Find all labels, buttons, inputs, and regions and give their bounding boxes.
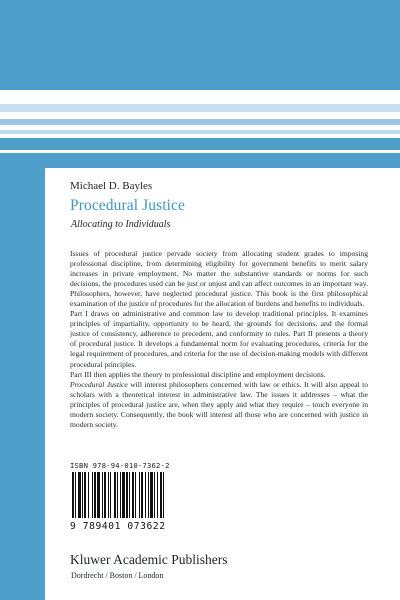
description-paragraph [70, 309, 368, 369]
publisher-places: Dordrecht / Boston / London [71, 571, 164, 580]
description-emphasis: Procedural Justice [70, 379, 128, 389]
book-description [70, 249, 368, 430]
description-text: Issues of procedural justice pervade society from allocating student grades to imposing professional discipline, from determining eligibility for government benefits to merit salary increases in private employment. No matter the substantive standards or norms for such decisions, the procedures used can be just or unjust and can affect outcomes in an important way. Philosophers, however, have neglected procedural justice. This book is the first philosophical examination of the justice of procedures for the allocation of burdens and benefits to individuals. [70, 249, 368, 309]
book-title: Procedural Justice [70, 197, 185, 214]
description-text: will interest philosophers concerned with law or ethics. It will also appeal to scholars with a theoretical interest in administrative law. The issues it addresses – what the principles of procedural justice are, when they apply and what they require – touch everyone in modern society. Consequently, the book will interest all those who are concerned with justice in modern society. [70, 379, 368, 429]
stripe-white-2 [0, 112, 400, 119]
description-text: Part I draws on administrative and common law to develop traditional principles. It examines principles of impartiality, opportunity to be heard, the grounds for decisions, and the formal justice of consistency, adherence to precedent, and conformity to rules. Part II presents a theory of procedural justice. It develops a fundamental norm for evaluating procedures, criteria for the legal requirement of procedures, and criteria for the use of decision-making models with different procedural principles. [70, 309, 368, 369]
barcode-digits: 9 789401 073622 [70, 521, 166, 532]
stripe-light-1 [0, 104, 400, 112]
book-subtitle: Allocating to Individuals [71, 219, 171, 230]
description-paragraph [70, 249, 368, 309]
description-paragraph [70, 370, 368, 380]
description-paragraph [70, 380, 368, 430]
stripe-white-4 [0, 134, 400, 138]
barcode-icon [70, 472, 194, 520]
isbn-label: ISBN 978-94-010-7362-2 [70, 461, 170, 470]
description-text: Part III then applies the theory to professional discipline and employment decisions. [70, 369, 326, 379]
stripe-white-1 [0, 90, 400, 104]
stripe-white-5 [0, 150, 400, 153]
author-name: Michael D. Bayles [70, 180, 153, 192]
publisher-name: Kluwer Academic Publishers [70, 552, 228, 567]
